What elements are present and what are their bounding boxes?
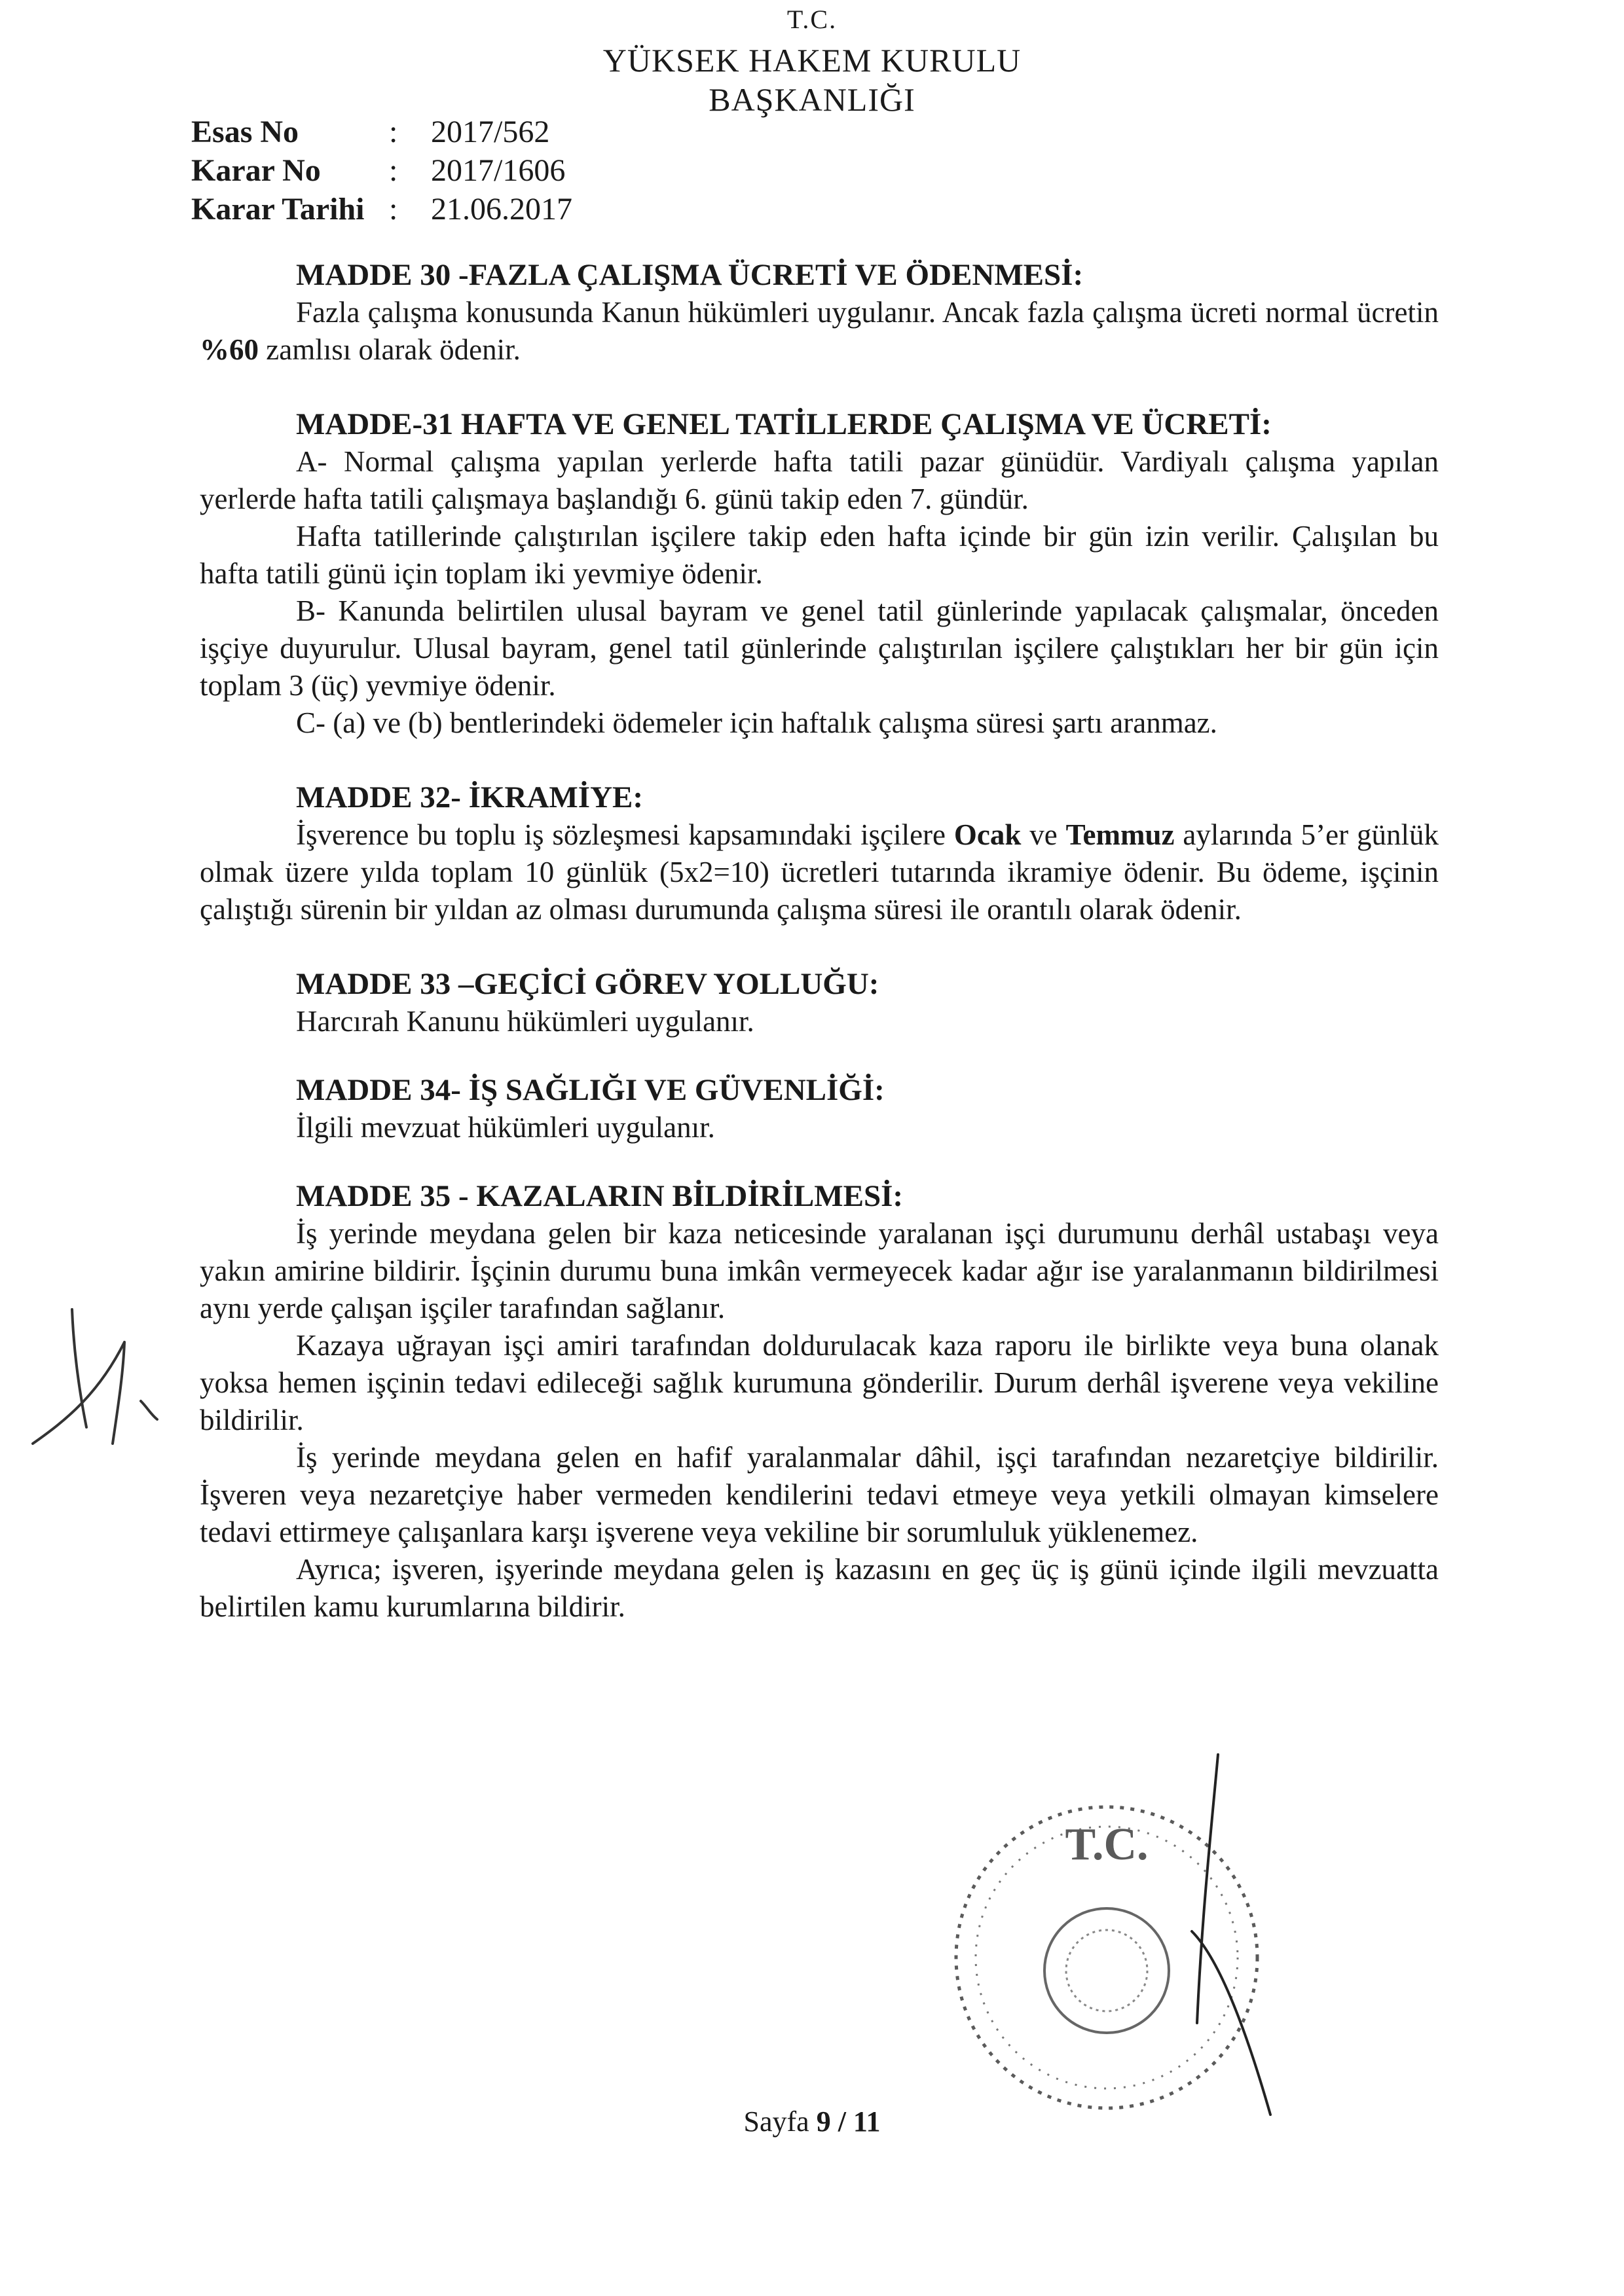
page-footer xyxy=(0,2105,1624,2138)
meta-label: Karar No xyxy=(191,153,321,188)
institution-line-1: YÜKSEK HAKEM KURULU xyxy=(602,42,1022,79)
meta-value: 21.06.2017 xyxy=(431,192,572,227)
margin-initials-signature xyxy=(26,1303,164,1453)
stamp-text: T.C. xyxy=(1065,1819,1149,1870)
section-heading: MADDE 34- İŞ SAĞLIĞI VE GÜVENLİĞİ: xyxy=(296,1073,885,1107)
section-heading: MADDE 35 - KAZALARIN BİLDİRİLMESİ: xyxy=(296,1179,904,1213)
section-heading: MADDE 30 -FAZLA ÇALIŞMA ÜCRETİ VE ÖDENMESİ: xyxy=(296,258,1084,292)
paragraph xyxy=(200,294,1439,369)
section-heading: MADDE 33 –GEÇİCİ GÖREV YOLLUĞU: xyxy=(296,967,879,1001)
emphasis-percent: %60 xyxy=(200,333,259,366)
emphasis-month: Temmuz xyxy=(1065,818,1175,851)
institution-line-2: BAŞKANLIĞI xyxy=(709,81,915,118)
paragraph: İş yerinde meydana gelen bir kaza neticesinde yaralanan işçi durumunu derhâl ustabaşı veya yakın amirine bildirir. İşçinin durumu buna imkân vermeyecek kadar ağır ise yaralanmanın bildirilmesi aynı yerde çalışan işçiler tarafından sağlanır. xyxy=(200,1217,1439,1324)
meta-row-karar-tarihi xyxy=(191,190,572,228)
section-madde-30 xyxy=(200,257,1439,369)
section-madde-31 xyxy=(200,406,1439,742)
section-madde-32 xyxy=(200,779,1439,928)
section-madde-35 xyxy=(200,1178,1439,1626)
paragraph: C- (a) ve (b) bentlerindeki ödemeler için haftalık çalışma süresi şartı aranmaz. xyxy=(296,706,1217,739)
paragraph: Harcırah Kanunu hükümleri uygulanır. xyxy=(296,1005,754,1038)
document-body xyxy=(200,257,1439,1626)
paragraph: Hafta tatillerinde çalıştırılan işçilere takip eden hafta içinde bir gün izin verilir. Çalışılan bu hafta tatili günü için toplam iki yevmiye ödenir. xyxy=(200,520,1439,590)
section-heading: MADDE 32- İKRAMİYE: xyxy=(296,780,644,814)
meta-sep: : xyxy=(389,153,398,188)
meta-row-esas xyxy=(191,113,572,151)
footer-prefix: Sayfa xyxy=(743,2105,817,2138)
page-total: 11 xyxy=(853,2105,881,2138)
section-madde-33 xyxy=(200,966,1439,1040)
paragraph-text: ve xyxy=(1021,818,1066,851)
meta-sep: : xyxy=(389,115,398,149)
paragraph xyxy=(200,816,1439,928)
paragraph-text: İşverence bu toplu iş sözleşmesi kapsamındaki işçilere xyxy=(296,818,954,851)
meta-label: Karar Tarihi xyxy=(191,192,365,227)
page-number: 9 xyxy=(816,2105,831,2138)
meta-label: Esas No xyxy=(191,115,299,149)
case-meta xyxy=(191,113,572,228)
official-stamp xyxy=(943,1748,1297,2154)
paragraph: Ayrıca; işveren, işyerinde meydana gelen iş kazasını en geç üç iş günü içinde ilgili mevzuatta belirtilen kamu kurumlarına bildirir. xyxy=(200,1553,1439,1623)
paragraph: Kazaya uğrayan işçi amiri tarafından doldurulacak kaza raporu ile birlikte veya buna olanak yoksa hemen işçinin tedavi edileceği sağlık kurumuna gönderilir. Durum derhâl işverene veya vekiline bildirilir. xyxy=(200,1329,1439,1436)
paragraph-text: Fazla çalışma konusunda Kanun hükümleri uygulanır. Ancak fazla çalışma ücreti normal ücretin xyxy=(296,296,1439,329)
meta-value: 2017/1606 xyxy=(431,153,566,188)
meta-sep: : xyxy=(389,192,398,227)
section-madde-34 xyxy=(200,1072,1439,1146)
paragraph: B- Kanunda belirtilen ulusal bayram ve genel tatil günlerinde yapılacak çalışmalar, önceden işçiye duyurulur. Ulusal bayram, genel tatil günlerinde çalıştırılan işçilere çalıştıkları her bir gün için toplam 3 (üç) yevmiye ödenir. xyxy=(200,594,1439,702)
institution-title xyxy=(0,41,1624,119)
paragraph: İlgili mevzuat hükümleri uygulanır. xyxy=(296,1111,715,1144)
signature-stroke xyxy=(1192,1755,1270,2115)
paragraph: A- Normal çalışma yapılan yerlerde hafta tatili pazar günüdür. Vardiyalı çalışma yapılan yerlerde hafta tatili çalışmaya başlandığı 6. günü takip eden 7. gündür. xyxy=(200,445,1439,515)
emphasis-month: Ocak xyxy=(953,818,1022,851)
section-heading: MADDE-31 HAFTA VE GENEL TATİLLERDE ÇALIŞMA VE ÜCRETİ: xyxy=(296,407,1272,441)
paragraph-text: zamlısı olarak ödenir. xyxy=(259,333,521,366)
paragraph: İş yerinde meydana gelen en hafif yaralanmalar dâhil, işçi tarafından nezaretçiye bildirilir. İşveren veya nezaretçiye haber vermeden kendilerini tedavi etmeye veya yetkili olmayan kimselere tedavi ettirmeye çalışanlara karşı işverene veya vekiline bir sorumluluk yüklenemez. xyxy=(200,1441,1439,1548)
page-separator: / xyxy=(830,2105,853,2138)
header-tc: T.C. xyxy=(786,5,838,34)
meta-row-karar-no xyxy=(191,151,572,190)
paragraph-text: aylarında 5’er günlük olmak üzere yılda toplam 10 günlük (5x2=10) ücretleri tutarında ikramiye ödenir. Bu ödeme, işçinin çalıştığı sürenin bir yıldan az olması durumunda çalışma süresi ile orantılı olarak ödenir. xyxy=(200,818,1439,926)
meta-value: 2017/562 xyxy=(431,115,550,149)
